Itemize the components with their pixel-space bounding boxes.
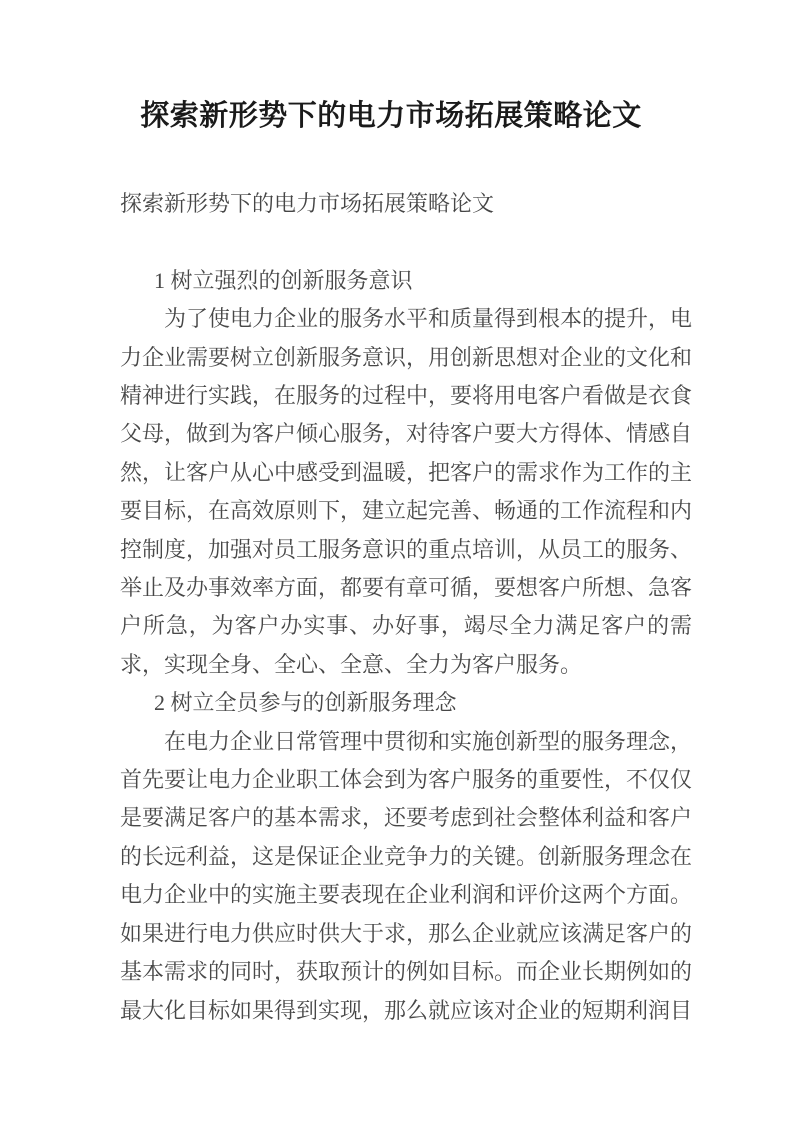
section-1 — [120, 262, 692, 684]
section-2-heading: 2 树立全员参与的创新服务理念 — [154, 690, 457, 716]
section-1-paragraph: 为了使电力企业的服务水平和质量得到根本的提升，电力企业需要树立创新服务意识，用创新思想对企业的文化和精神进行实践，在服务的过程中，要将用电客户看做是衣食父母，做到为客户倾心服务，对待客户要大方得体、情感自然，让客户从心中感受到温暖，把客户的需求作为工作的主要目标，在高效原则下，建立起完善、畅通的工作流程和内控制度，加强对员工服务意识的重点培训，从员工的服务、举止及办事效率方面，都要有章可循，要想客户所想、急客户所急，为客户办实事、办好事，竭尽全力满足客户的需求，实现全身、全心、全意、全力为客户服务。 — [120, 306, 693, 677]
document-subtitle: 探索新形势下的电力市场拓展策略论文 — [120, 191, 495, 216]
section-2-paragraph: 在电力企业日常管理中贯彻和实施创新型的服务理念，首先要让电力企业职工体会到为客户服务的重要性，不仅仅是要满足客户的基本需求，还要考虑到社会整体利益和客户的长远利益，这是保证企业竞争力的关键。创新服务理念在电力企业中的实施主要表现在企业利润和评价这两个方面。如果进行电力供应时供大于求，那么企业就应该满足客户的基本需求的同时，获取预计的例如目标。而企业长期例如的最大化目标如果得到实现，那么就应该对企业的短期利润目 — [120, 728, 693, 1023]
section-1-heading: 1 树立强烈的创新服务意识 — [154, 267, 413, 293]
section-2 — [120, 684, 692, 1030]
document-body — [120, 185, 692, 1030]
document-title: 探索新形势下的电力市场拓展策略论文 — [140, 100, 642, 132]
